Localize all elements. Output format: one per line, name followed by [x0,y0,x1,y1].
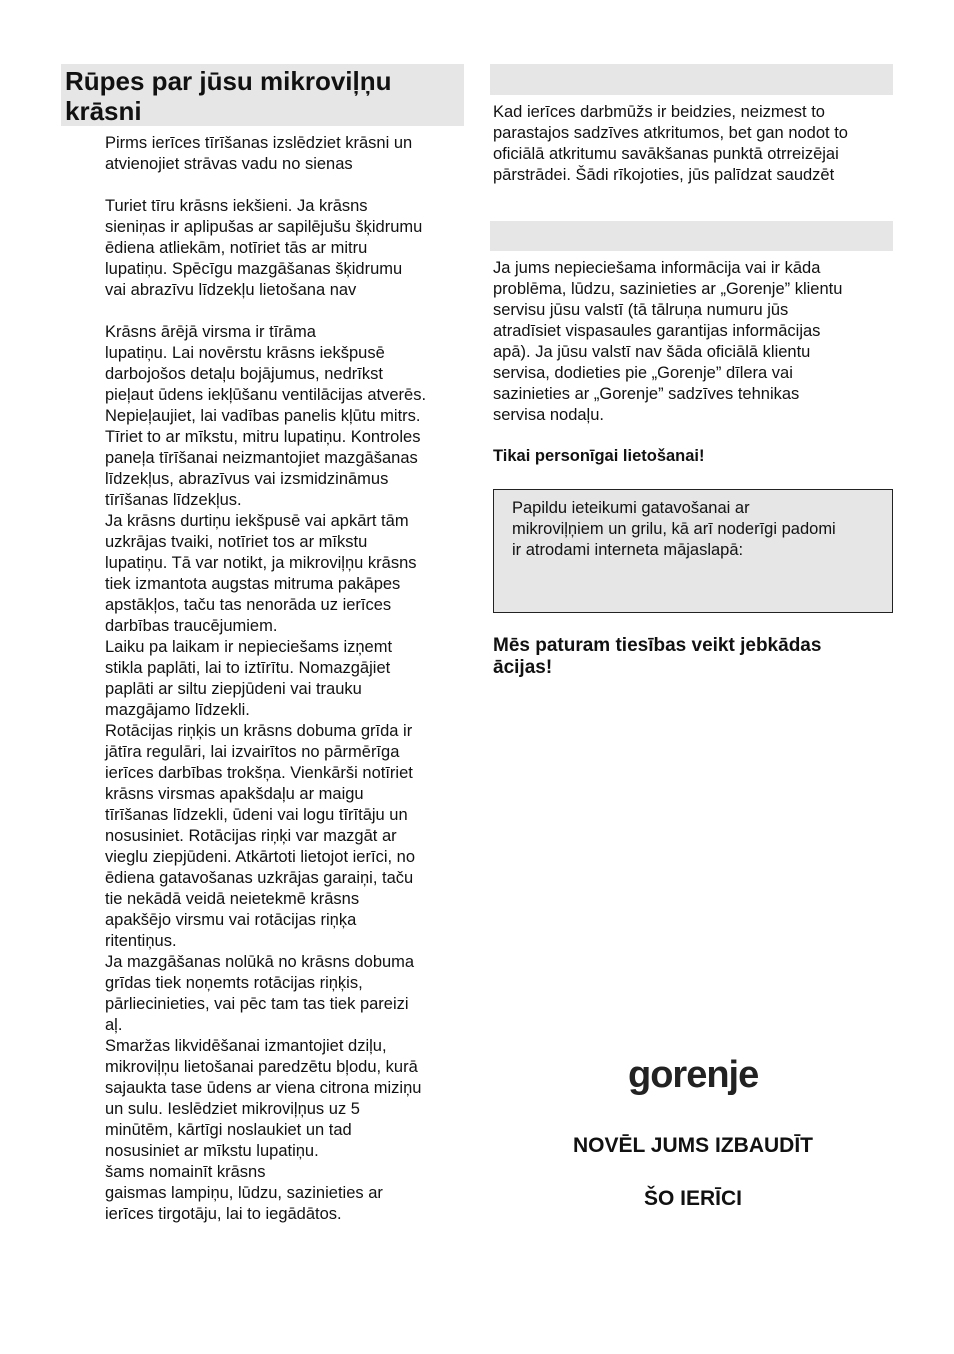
paragraph-glass-tray: Laiku pa laikam ir nepieciešams izņemt stikla paplāti, lai to iztīrītu. Nomazgājiet paplāti ar siltu ziepjūdeni vai trauku mazgājamo līdzekli. [105,638,393,719]
tips-text: Papildu ieteikumi gatavošanai ar mikroviļņiem un grilu, kā arī noderīgi padomi ir atrodami interneta mājaslapā: [512,499,836,559]
slogan-line-2: ŠO IERĪCI [643,1187,743,1210]
section-title-box [61,64,464,126]
slogan-line-1: NOVĒL JUMS IZBAUDĪT [573,1134,813,1157]
care-instructions [105,133,465,1225]
tips-box [493,489,893,613]
paragraph-odor-lamp: Smaržas likvidēšanai izmantojiet dziļu, mikroviļņu lietošanai paredzētu bļodu, kurā sajaukta tase ūdens ar viena citrona miziņu un sulu. Ieslēdziet mikroviļņus uz 5 minūtēm, kārtīgi noslaukiet un tad nosusiniet ar mīkstu lupatiņu. šams nomainīt krāsns gaismas lampiņu, lūdzu, sazinieties ar ierīces tirgotāju, lai to iegādātos. [105,1037,422,1223]
gorenje-logo [628,1049,768,1099]
gorenje-logo-text: gorenje [628,1054,759,1096]
paragraph-door-steam: Ja krāsns durtiņu iekšpusē vai apkārt tām uzkrājas tvaiki, notīriet tos ar mīkstu lupatiņu. Tā var notikt, ja mikroviļņu krāsns tiek izmantota augstas mitruma pakāpes apstākļos, taču tas nenorāda uz ierīces darbības traucējumiem. [105,512,417,635]
paragraph-roller-ring: Rotācijas riņķis un krāsns dobuma grīda ir jātīra regulāri, lai izvairītos no pārmērīga ierīces darbības trokšņa. Vienkārši notīriet krāsns virsmas apakšdaļu ar maigu tīrīšanas līdzekli, ūdeni vai logu tīrītāju un nosusiniet. Rotācijas riņķi var mazgāt ar vieglu ziepjūdeni. Atkārtoti lietojot ierīci, no ēdiena gatavošanas uzkrājas garaiņi, taču tie nekādā veidā neietekmē krāsns apakšējo virsmu vai rotācijas riņķa ritentiņus. [105,722,416,950]
section-title: Rūpes par jūsu mikroviļņu krāsni [65,66,392,126]
paragraph-ring-reinstall: Ja mazgāšanas nolūkā no krāsns dobuma grīdas tiek noņemts rotācijas riņķis, pārliecinieties, vai pēc tam tas tiek pareizi aļ. [105,953,415,1034]
header-bar-service [490,221,893,251]
service-text [493,258,893,426]
paragraph-disposal: Kad ierīces darbmūžs ir beidzies, neizmest to parastajos sadzīves atkritumos, bet gan nodot to oficiālā atkritumu savākšanas punktā otrreizējai pārstrādei. Šādi rīkojoties, jūs palīdzat saudzēt [493,103,848,184]
gorenje-logo-graphic [628,1049,768,1099]
rights-reserved-note: Mēs paturam tiesības veikt jebkādas ācijas! [493,635,822,678]
disposal-text [493,102,893,186]
personal-use-note: Tikai personīgai lietošanai! [493,447,705,465]
header-bar-disposal [490,64,893,95]
paragraph-service: Ja jums nepieciešama informācija vai ir kāda problēma, lūdzu, sazinieties ar „Gorenje” klientu servisu jūsu valstī (tā tālruņa numuru jūs atradīsiet vispasaules garantijas informācijas apā). Ja jūsu valstī nav šāda oficiālā klientu servisa, dodieties pie „Gorenje” dīlera vai sazinieties ar „Gorenje” sadzīves tehnikas servisa nodaļu. [493,259,843,424]
paragraph-interior: Turiet tīru krāsns iekšieni. Ja krāsns sieniņas ir aplipušas ar sapilējušu šķidrumu ēdiena atliekām, notīriet tās ar mitru lupatiņu. Spēcīgu mazgāšanas šķidrumu vai abrazīvu līdzekļu lietošana nav [105,197,423,299]
paragraph-exterior: Krāsns ārējā virsma ir tīrāma lupatiņu. Lai novērstu krāsns iekšpusē darbojošos detaļu bojājumus, nedrīkst pieļaut ūdens iekļūšanu ventilācijas atverēs. Nepieļaujiet, lai vadības panelis kļūtu mitrs. Tīriet to ar mīkstu, mitru lupatiņu. Kontroles paneļa tīrīšanai neizmantojiet mazgāšanas līdzekļus, abrazīvus vai izsmidzināmus tīrīšanas līdzekļus. [105,323,427,509]
paragraph-unplug: Pirms ierīces tīrīšanas izslēdziet krāsni un atvienojiet strāvas vadu no sienas [105,134,413,173]
